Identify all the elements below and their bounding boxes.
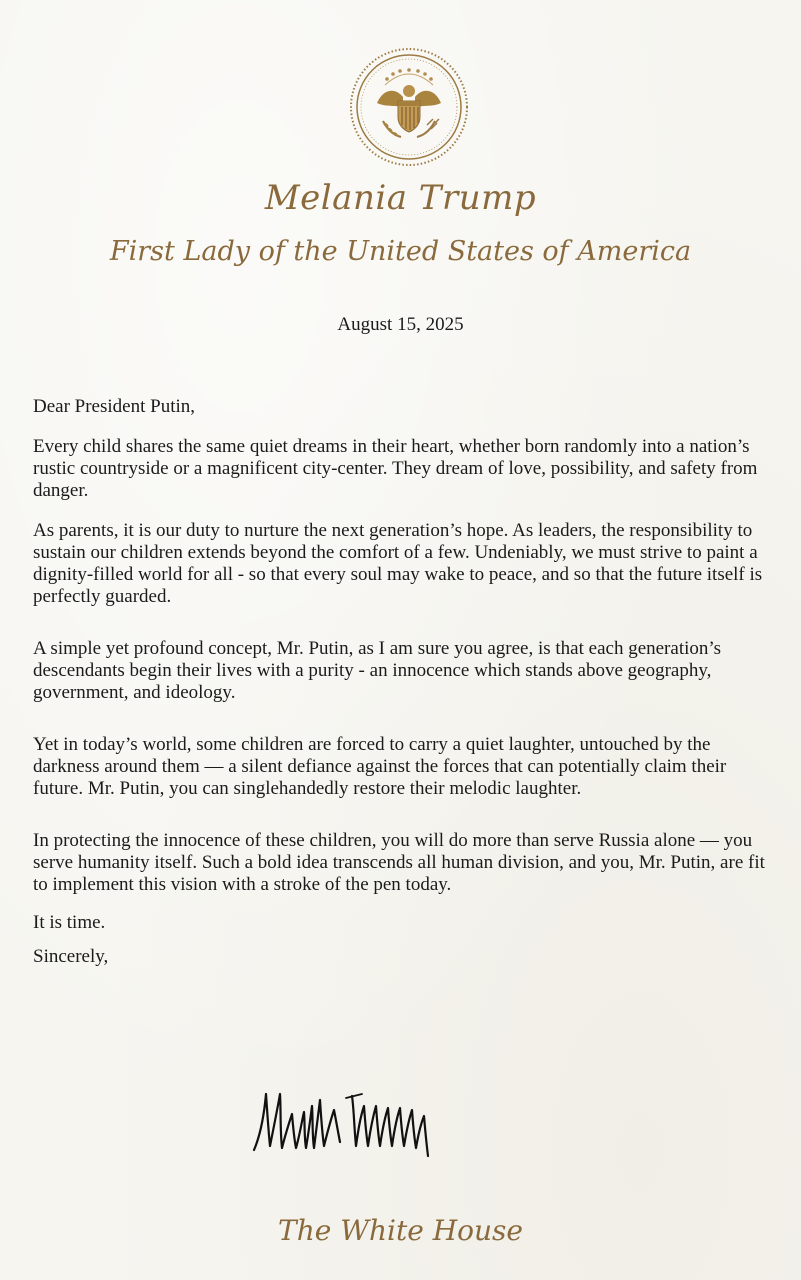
handwritten-signature-icon xyxy=(250,1076,440,1164)
paragraph: As parents, it is our duty to nurture the next generation’s hope. As leaders, the responsibility to sustain our children extends beyond the comfort of a few. Undeniably, we must strive to paint a dignity-filled world for all - so that every soul may wake to peace, and so that the future itself is perfectly guarded. xyxy=(33,520,763,607)
valediction: Sincerely, xyxy=(33,946,109,967)
presidential-seal-icon xyxy=(347,45,471,169)
letter-body xyxy=(33,396,778,968)
letterhead-title: First Lady of the United States of America xyxy=(109,236,692,267)
paragraph: Yet in today’s world, some children are forced to carry a quiet laughter, untouched by the darkness around them — a silent defiance against the forces that can potentially claim their future. Mr. Putin, you can singlehandedly restore their melodic laughter. xyxy=(33,734,727,799)
paragraph: In protecting the innocence of these children, you will do more than serve Russia alone — you serve humanity itself. Such a bold idea transcends all human division, and you, Mr. Putin, are fit to implement this vision with a stroke of the pen today. xyxy=(33,830,765,895)
salutation: Dear President Putin, xyxy=(33,396,196,417)
letter-date: August 15, 2025 xyxy=(337,314,464,335)
paragraph: A simple yet profound concept, Mr. Putin, as I am sure you agree, is that each generation’s descendants begin their lives with a purity - an innocence which stands above geography, government, and ideology. xyxy=(33,638,722,703)
letterhead-name: Melania Trump xyxy=(264,178,537,218)
footer-the-white-house: The White House xyxy=(278,1214,523,1247)
paragraph: Every child shares the same quiet dreams in their heart, whether born randomly into a nation’s rustic countryside or a magnificent city-center. They dream of love, possibility, and safety from danger. xyxy=(33,436,758,501)
closing-line: It is time. xyxy=(33,912,106,933)
